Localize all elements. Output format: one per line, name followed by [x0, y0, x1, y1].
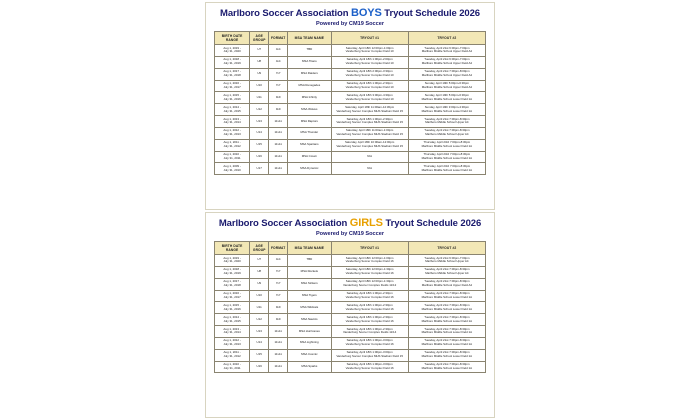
- boys-title-post: Tryout Schedule 2026: [381, 8, 480, 19]
- boys-title-accent: BOYS: [350, 7, 382, 19]
- table-row: [215, 80, 486, 92]
- table-row: [215, 116, 486, 128]
- cell-team-name: MSA Sparks: [288, 361, 331, 373]
- cell-age-group: U8: [250, 56, 269, 68]
- cell-age-group: U7: [250, 255, 269, 267]
- cell-team-name: MSA Strikers: [288, 278, 331, 290]
- cell-tryout-1: Saturday, April 18th 1:00pm-3:00pm Vanderburg Soccer Complex Field 16: [331, 337, 408, 349]
- cell-tryout-2: Thursday, April 23rd 7:00pm-8:30pm Marlboro Middle School Lower Field 1A: [408, 151, 485, 163]
- column-header-tryout-2: TRYOUT #2: [408, 32, 485, 45]
- column-header-team-name: MSA TEAM NAME: [288, 242, 331, 255]
- cell-team-name: TBD: [288, 255, 331, 267]
- cell-format: 9v9: [269, 302, 288, 314]
- cell-birth-date-range: Aug 1, 2015 - July 31, 2016: [215, 302, 250, 314]
- cell-tryout-2: Thursday, April 23rd 7:00pm-8:30pm Marlboro Middle School Lower Field 1A: [408, 139, 485, 151]
- cell-format: 11v11: [269, 361, 288, 373]
- girls-title: [206, 213, 494, 229]
- cell-team-name: MSA Nautics: [288, 314, 331, 326]
- cell-tryout-2: Tuesday, April 21st 7:00pm-8:30pm Marlboro Middle School Lower Field 1A: [408, 314, 485, 326]
- boys-title: [206, 3, 494, 19]
- cell-format: 7v7: [269, 278, 288, 290]
- cell-tryout-1: Saturday, April 18th 1:00pm-2:30pm Vanderburg Soccer Complex Field 16: [331, 302, 408, 314]
- column-header-format: FORMAT: [269, 32, 288, 45]
- cell-team-name: MSA Lightning: [288, 337, 331, 349]
- cell-birth-date-range: Aug 1, 2018 - July 31, 2019: [215, 266, 250, 278]
- cell-team-name: MSA Spartans: [288, 139, 331, 151]
- column-header-tryout-1: TRYOUT #1: [331, 242, 408, 255]
- cell-birth-date-range: Aug 1, 2010 - July 31, 2011: [215, 361, 250, 373]
- cell-format: 4v4: [269, 45, 288, 57]
- boys-table-body: [215, 45, 486, 175]
- cell-age-group: U13: [250, 116, 269, 128]
- cell-age-group: U16: [250, 361, 269, 373]
- cell-birth-date-range: Aug 1, 2011 - July 31, 2012: [215, 139, 250, 151]
- table-row: [215, 127, 486, 139]
- cell-team-name: TBD: [288, 45, 331, 57]
- cell-team-name: MSA Rockets: [288, 266, 331, 278]
- table-row: [215, 45, 486, 57]
- cell-tryout-2: Tuesday, April 21st 7:00pm-8:30pm Marlboro Middle School Lower Field 1A: [408, 337, 485, 349]
- cell-birth-date-range: Aug 1, 2018 - July 31, 2019: [215, 56, 250, 68]
- cell-birth-date-range: Aug 1, 2009 - July 31, 2010: [215, 163, 250, 175]
- column-header-team-name: MSA TEAM NAME: [288, 32, 331, 45]
- cell-tryout-2: Tuesday, April 21st 7:00pm-8:30pm Marlboro Middle School Lower Field 1A: [408, 302, 485, 314]
- cell-tryout-1: Saturday, April 18th 12:00pm-1:00pm Vanderburg Soccer Complex Field 10: [331, 45, 408, 57]
- table-row: [215, 163, 486, 175]
- cell-format: 11v11: [269, 127, 288, 139]
- girls-subtitle: Powered by CM19 Soccer: [315, 231, 385, 237]
- cell-age-group: U12: [250, 314, 269, 326]
- cell-format: 11v11: [269, 337, 288, 349]
- cell-team-name: MSA Thunder: [288, 127, 331, 139]
- cell-tryout-2: Thursday, April 23rd 7:00pm-8:30pm Marlboro Middle School Lower Field 1A: [408, 163, 485, 175]
- cell-birth-date-range: Aug 1, 2016 - July 31, 2017: [215, 290, 250, 302]
- cell-age-group: U8: [250, 266, 269, 278]
- table-row: [215, 92, 486, 104]
- cell-age-group: U17: [250, 163, 269, 175]
- cell-birth-date-range: Aug 1, 2015 - July 31, 2016: [215, 92, 250, 104]
- cell-team-name: MSA Wildcats: [288, 302, 331, 314]
- cell-format: 11v11: [269, 116, 288, 128]
- cell-birth-date-range: Aug 1, 2012 - July 31, 2013: [215, 127, 250, 139]
- cell-tryout-2: Tuesday, April 21st 7:00pm-8:30pm Marlboro Middle School Lower Field 1A: [408, 361, 485, 373]
- cell-format: 11v11: [269, 349, 288, 361]
- column-header-birth-date-range: BIRTH DATE RANGE: [215, 242, 250, 255]
- boys-subtitle: Powered by CM19 Soccer: [315, 21, 385, 27]
- cell-tryout-1: Saturday, April 18th 1:00pm-2:30pm Vanderburg Soccer Complex Fields 11/14: [331, 326, 408, 338]
- cell-tryout-1: Saturday, April 18th 1:00pm-3:00pm Vanderburg Soccer Complex Field 16: [331, 361, 408, 373]
- table-row: [215, 290, 486, 302]
- cell-tryout-1: Saturday, April 18th 1:00pm-2:00pm Vanderburg Soccer Complex Field 10: [331, 56, 408, 68]
- cell-tryout-1: Saturday, April 18th 12:00pm-1:30pm Vanderburg Soccer Complex Fields 11/12: [331, 278, 408, 290]
- table-row: [215, 266, 486, 278]
- table-header-row: [215, 242, 486, 255]
- cell-age-group: U10: [250, 290, 269, 302]
- cell-birth-date-range: Aug 1, 2019 - July 31, 2020: [215, 255, 250, 267]
- cell-birth-date-range: Aug 1, 2012 - July 31, 2013: [215, 337, 250, 349]
- cell-tryout-1: Saturday, April 18th 2:00pm-3:30pm Vanderburg Soccer Complex Field 10: [331, 68, 408, 80]
- cell-team-name: MSA Tigers: [288, 290, 331, 302]
- table-row: [215, 302, 486, 314]
- cell-team-name: MSA Dynamic: [288, 163, 331, 175]
- cell-format: 11v11: [269, 163, 288, 175]
- cell-age-group: U14: [250, 337, 269, 349]
- table-row: [215, 326, 486, 338]
- cell-tryout-2: Tuesday, April 21st 7:00pm-8:30pm Marlboro Middle School Upper Field A4: [408, 278, 485, 290]
- cell-format: 11v11: [269, 151, 288, 163]
- table-row: [215, 104, 486, 116]
- cell-team-name: MSA Infinity: [288, 92, 331, 104]
- cell-tryout-2: Sunday, April 19th 5:00pm-6:30pm Marlboro Middle School Lower Field 1A: [408, 92, 485, 104]
- cell-team-name: MSA Crown: [288, 151, 331, 163]
- column-header-age-group: AGE GROUP: [250, 242, 269, 255]
- cell-tryout-1: Saturday, April 18th 11:00am-12:30pm Vanderburg Soccer Complex MHS Stadium Field 15: [331, 104, 408, 116]
- girls-title-post: Tryout Schedule 2026: [382, 218, 482, 229]
- table-row: [215, 278, 486, 290]
- cell-tryout-2: Sunday, April 19th 3:00pm-4:30pm Marlboro Middle School Lower Field 1A: [408, 104, 485, 116]
- cell-tryout-2: Tuesday, April 21st 6:00pm-7:00pm Marlboro Middle School Upper A4: [408, 255, 485, 267]
- cell-tryout-1: Saturday, April 18th 12:00pm-1:00pm Vanderburg Soccer Complex Field 16: [331, 255, 408, 267]
- cell-tryout-2: Tuesday, April 21st 7:00pm-8:30pm Marlboro Middle School Upper A4: [408, 116, 485, 128]
- cell-team-name: MSA Raiders: [288, 68, 331, 80]
- cell-team-name: MSA Raptors: [288, 116, 331, 128]
- cell-age-group: U15: [250, 349, 269, 361]
- cell-format: 7v7: [269, 290, 288, 302]
- table-row: [215, 314, 486, 326]
- cell-birth-date-range: Aug 1, 2013 - July 31, 2014: [215, 326, 250, 338]
- cell-birth-date-range: Aug 1, 2017 - July 31, 2018: [215, 68, 250, 80]
- cell-tryout-2: Tuesday, April 21st 7:00pm-8:30pm Marlboro Middle School Lower Field 1A: [408, 290, 485, 302]
- cell-tryout-2: Tuesday, April 21st 7:00pm-8:30pm Marlboro Middle School Upper A4: [408, 266, 485, 278]
- cell-team-name: MSA Titans: [288, 56, 331, 68]
- cell-format: 7v7: [269, 266, 288, 278]
- column-header-tryout-1: TRYOUT #1: [331, 32, 408, 45]
- cell-team-name: MSA Hurricanes: [288, 326, 331, 338]
- cell-age-group: U14: [250, 127, 269, 139]
- column-header-format: FORMAT: [269, 242, 288, 255]
- cell-tryout-1: Saturday, April 18th 10:00am-12:00pm Vanderburg Soccer Complex MHS Stadium Field 15: [331, 139, 408, 151]
- girls-title-pre: Marlboro Soccer Association: [218, 218, 350, 229]
- table-row: [215, 56, 486, 68]
- cell-age-group: U9: [250, 68, 269, 80]
- cell-format: 11v11: [269, 326, 288, 338]
- cell-age-group: U10: [250, 80, 269, 92]
- column-header-age-group: AGE GROUP: [250, 32, 269, 45]
- cell-birth-date-range: Aug 1, 2019 - July 31, 2020: [215, 45, 250, 57]
- cell-birth-date-range: Aug 1, 2010 - July 31, 2011: [215, 151, 250, 163]
- cell-team-name: MSA Wolves: [288, 104, 331, 116]
- cell-birth-date-range: Aug 1, 2016 - July 31, 2017: [215, 80, 250, 92]
- cell-age-group: U13: [250, 326, 269, 338]
- table-row: [215, 68, 486, 80]
- cell-age-group: U12: [250, 104, 269, 116]
- cell-tryout-2: Tuesday, April 21st 7:00pm-8:30pm Marlboro Middle School Lower Field 1A: [408, 326, 485, 338]
- cell-format: 7v7: [269, 68, 288, 80]
- cell-tryout-2: Tuesday, April 21st 7:00pm-8:30pm Marlboro Middle School Lower Field 1A: [408, 349, 485, 361]
- column-header-tryout-2: TRYOUT #2: [408, 242, 485, 255]
- cell-format: 4v4: [269, 56, 288, 68]
- table-row: [215, 255, 486, 267]
- boys-title-pre: Marlboro Soccer Association: [220, 8, 351, 19]
- girls-table-body: [215, 255, 486, 373]
- cell-format: 9v9: [269, 314, 288, 326]
- cell-birth-date-range: Aug 1, 2011 - July 31, 2012: [215, 349, 250, 361]
- table-row: [215, 337, 486, 349]
- cell-tryout-1: Saturday, April 18th 3:00pm-4:30pm Vanderburg Soccer Complex Field 10: [331, 92, 408, 104]
- girls-title-accent: GIRLS: [349, 217, 383, 229]
- cell-age-group: U7: [250, 45, 269, 57]
- cell-format: 9v9: [269, 104, 288, 116]
- cell-birth-date-range: Aug 1, 2017 - July 31, 2018: [215, 278, 250, 290]
- cell-birth-date-range: Aug 1, 2014 - July 31, 2015: [215, 314, 250, 326]
- table-row: [215, 361, 486, 373]
- cell-tryout-2: Tuesday, April 21st 6:00pm-7:00pm Marlboro Middle School Upper Field A4: [408, 56, 485, 68]
- cell-tryout-2: Sunday, April 19th 5:00pm-6:30pm Marlboro Middle School Upper Field A4: [408, 80, 485, 92]
- cell-format: 11v11: [269, 139, 288, 151]
- cell-age-group: U9: [250, 278, 269, 290]
- cell-format: 4v4: [269, 255, 288, 267]
- cell-tryout-1: Saturday, April 18th 1:00pm-2:30pm Vanderburg Soccer Complex Field 10: [331, 80, 408, 92]
- cell-format: 9v9: [269, 92, 288, 104]
- cell-age-group: U15: [250, 139, 269, 151]
- cell-tryout-2: Tuesday, April 21st 6:00pm-7:00pm Marlboro Middle School Upper Field A4: [408, 45, 485, 57]
- cell-format: 7v7: [269, 80, 288, 92]
- table-row: [215, 349, 486, 361]
- cell-tryout-1: Saturday, April 18th 1:00pm-3:00pm Vanderburg Soccer Complex MHS Stadium Field 15: [331, 349, 408, 361]
- cell-tryout-2: Tuesday, April 21st 7:00pm-8:30pm Marlboro Middle School Upper A4: [408, 127, 485, 139]
- cell-tryout-1: Saturday, April 18th 1:00pm-2:30pm Vanderburg Soccer Complex Field 16: [331, 290, 408, 302]
- cell-tryout-1: Saturday, April 18th 1:00pm-2:30pm Vanderburg Soccer Complex Field 16: [331, 314, 408, 326]
- boys-schedule-panel: [205, 2, 495, 210]
- cell-tryout-1: N/A: [331, 151, 408, 163]
- column-header-birth-date-range: BIRTH DATE RANGE: [215, 32, 250, 45]
- table-header-row: [215, 32, 486, 45]
- cell-birth-date-range: Aug 1, 2014 - July 31, 2015: [215, 104, 250, 116]
- cell-team-name: MSA Renegades: [288, 80, 331, 92]
- girls-schedule-panel: [205, 212, 495, 418]
- table-row: [215, 139, 486, 151]
- cell-tryout-1: Saturday, April 18th 11:00am-1:00pm Vanderburg Soccer Complex MHS Stadium Field 15: [331, 127, 408, 139]
- cell-birth-date-range: Aug 1, 2013 - July 31, 2014: [215, 116, 250, 128]
- cell-age-group: U11: [250, 302, 269, 314]
- girls-schedule-table: [214, 241, 486, 373]
- boys-schedule-table: [214, 31, 486, 175]
- cell-tryout-1: N/A: [331, 163, 408, 175]
- cell-tryout-2: Tuesday, April 21st 7:00pm-8:00pm Marlboro Middle School Upper Field A4: [408, 68, 485, 80]
- cell-tryout-1: Saturday, April 18th 12:00pm-1:30pm Vanderburg Soccer Complex Field 16: [331, 266, 408, 278]
- cell-team-name: MSA Cosmic: [288, 349, 331, 361]
- cell-tryout-1: Saturday, April 18th 1:00pm-2:30pm Vanderburg Soccer Complex MHS Stadium Field 15: [331, 116, 408, 128]
- cell-age-group: U11: [250, 92, 269, 104]
- table-row: [215, 151, 486, 163]
- cell-age-group: U16: [250, 151, 269, 163]
